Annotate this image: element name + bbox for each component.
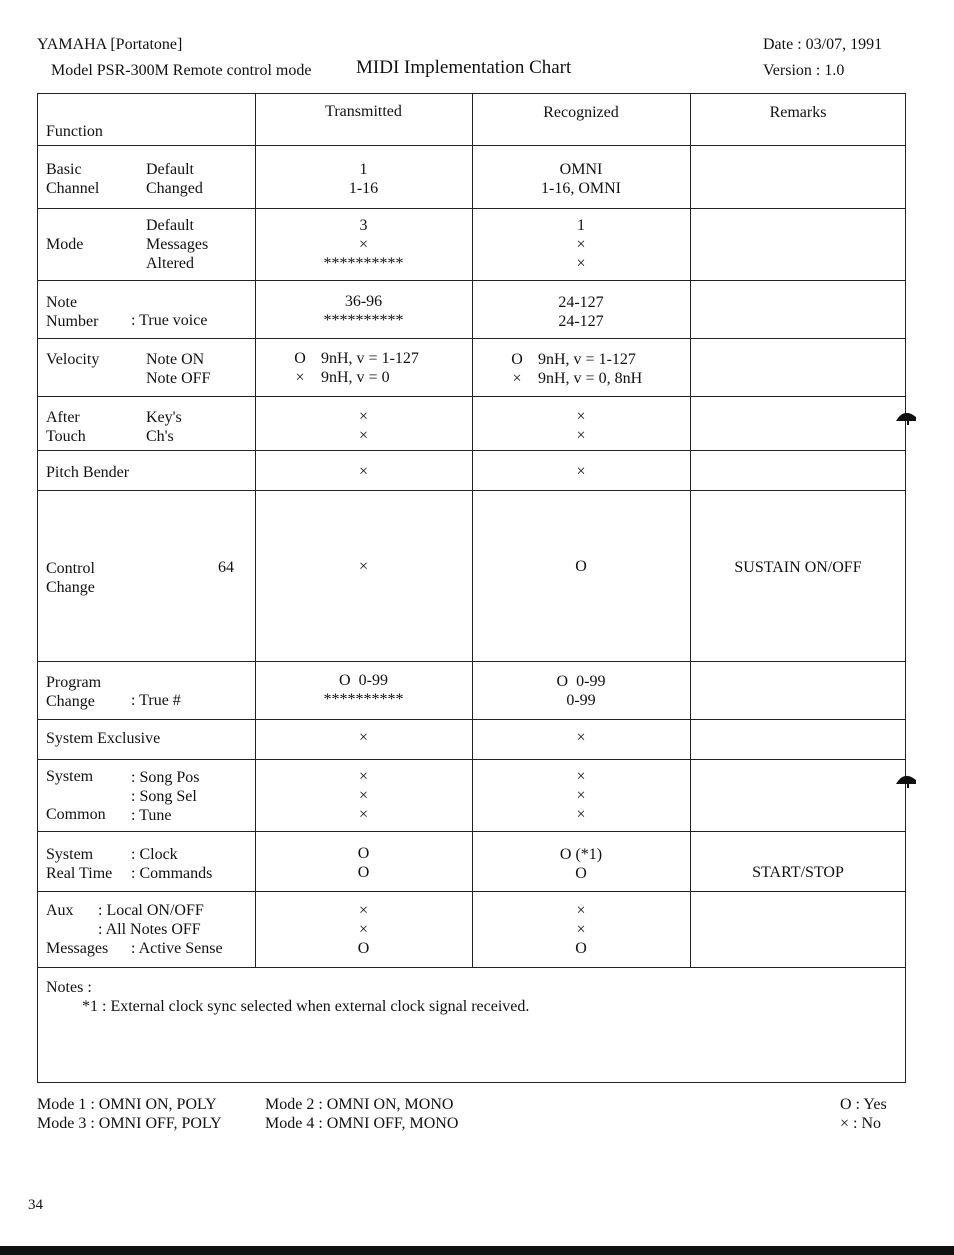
control-number: 64: [218, 559, 234, 576]
footer-mode-3: Mode 3 : OMNI OFF, POLY: [37, 1115, 222, 1132]
after-label: After Touch: [46, 409, 86, 445]
margin-arrow-icon: [895, 407, 917, 425]
program-transmitted: O 0-99 **********: [323, 672, 404, 708]
basic-label: Basic Channel: [46, 161, 100, 197]
realtime-sublabel: : Clock : Commands: [131, 846, 213, 882]
note-recognized: 24-127 24-127: [558, 294, 604, 330]
notes-label: Notes :: [46, 979, 92, 996]
date: Date : 03/07, 1991: [763, 36, 883, 53]
version: Version : 1.0: [763, 62, 845, 79]
common-label-1: System: [46, 768, 94, 785]
aux-label-2: Messages: [46, 940, 109, 957]
header-transmitted: Transmitted: [325, 103, 402, 120]
chart-title: MIDI Implementation Chart: [356, 57, 572, 78]
control-label: Control Change: [46, 560, 95, 596]
velocity-label: Velocity: [46, 351, 100, 368]
basic-recognized: OMNI 1-16, OMNI: [541, 161, 621, 197]
legend-no: × : No: [840, 1115, 882, 1132]
note-transmitted: 36-96 **********: [323, 293, 404, 329]
velocity-transmitted: O 9nH, v = 1-127 × 9nH, v = 0: [294, 350, 419, 386]
common-label-2: Common: [46, 806, 106, 823]
footer-mode-4: Mode 4 : OMNI OFF, MONO: [265, 1115, 459, 1132]
aux-sublabel-2: : All Notes OFF: [98, 921, 201, 938]
realtime-label: System Real Time: [46, 846, 113, 882]
control-remarks: SUSTAIN ON/OFF: [734, 559, 862, 576]
notes-line-1: *1 : External clock sync selected when external clock signal received.: [82, 998, 530, 1015]
sysex-recognized: ×: [576, 729, 586, 746]
realtime-transmitted: O O: [357, 845, 370, 881]
realtime-recognized: O (*1) O: [559, 846, 603, 882]
header-remarks: Remarks: [769, 104, 827, 121]
program-label: Program Change: [46, 674, 102, 710]
legend-yes: O : Yes: [840, 1096, 887, 1113]
note-label: Note Number: [46, 294, 99, 330]
mode-transmitted: 3 × **********: [323, 217, 404, 272]
pitch-transmitted: ×: [358, 463, 369, 480]
aux-label-1: Aux: [46, 902, 74, 919]
control-recognized: O: [575, 558, 587, 575]
basic-sublabel: Default Changed: [146, 161, 203, 197]
common-recognized: × × ×: [576, 768, 586, 823]
after-sublabel: Key's Ch's: [146, 409, 182, 445]
sysex-transmitted: ×: [358, 729, 369, 746]
page-number: 34: [28, 1197, 43, 1213]
aux-sublabel-3: : Active Sense: [131, 940, 223, 957]
basic-transmitted: 1 1-16: [348, 161, 379, 197]
footer-mode-1: Mode 1 : OMNI ON, POLY: [37, 1096, 217, 1113]
mode-sublabel: Default Messages Altered: [146, 217, 209, 272]
margin-arrow-icon: [895, 770, 917, 788]
sysex-label: System Exclusive: [46, 730, 161, 747]
pitch-label: Pitch Bender: [46, 464, 130, 481]
aux-sublabel-1: : Local ON/OFF: [98, 902, 204, 919]
program-sublabel: : True #: [131, 692, 181, 709]
pitch-recognized: ×: [576, 463, 586, 480]
page-bottom-bar: [0, 1246, 954, 1255]
after-transmitted: × ×: [358, 408, 369, 444]
velocity-recognized: O 9nH, v = 1-127 × 9nH, v = 0, 8nH: [511, 351, 643, 387]
aux-recognized: × × O: [575, 902, 587, 957]
after-recognized: × ×: [576, 408, 586, 444]
mode-recognized: 1 × ×: [576, 217, 586, 272]
mode-label: Mode: [46, 236, 84, 253]
model: Model PSR-300M Remote control mode: [51, 62, 312, 79]
brand: YAMAHA [Portatone]: [37, 36, 183, 53]
program-recognized: O 0-99 0-99: [556, 673, 606, 709]
footer-mode-2: Mode 2 : OMNI ON, MONO: [265, 1096, 454, 1113]
realtime-remarks: START/STOP: [752, 864, 844, 881]
common-transmitted: × × ×: [358, 768, 369, 823]
aux-transmitted: × × O: [357, 902, 370, 957]
header-recognized: Recognized: [543, 104, 619, 121]
control-transmitted: ×: [358, 558, 369, 575]
velocity-sublabel: Note ON Note OFF: [146, 351, 211, 387]
header-function: Function: [46, 123, 103, 140]
common-sublabel: : Song Pos : Song Sel : Tune: [131, 769, 200, 824]
note-sublabel: : True voice: [131, 312, 208, 329]
